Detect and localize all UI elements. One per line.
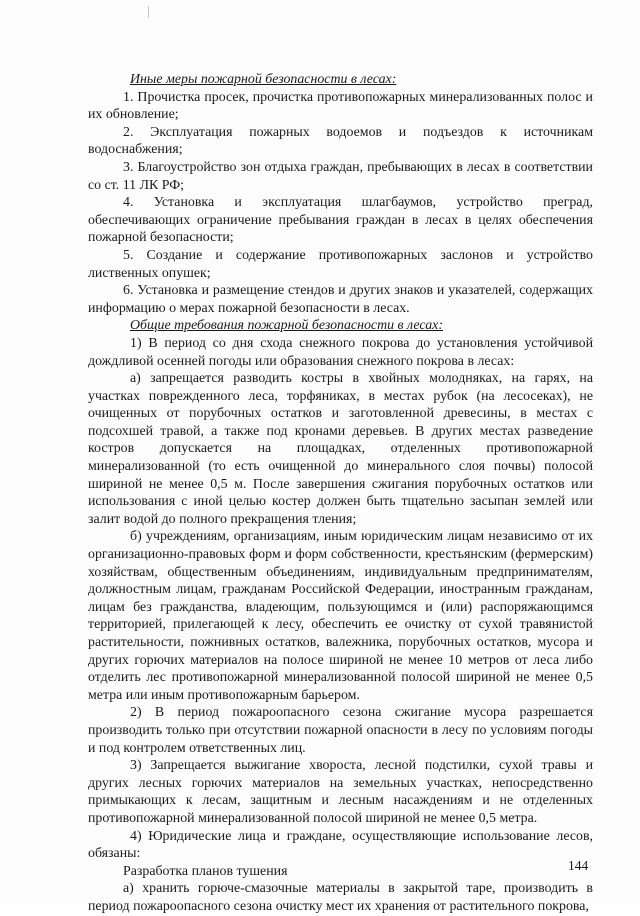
requirement-1-a: а) запрещается разводить костры в хвойных молодняках, на гарях, на участках поврежденного леса, торфяниках, в местах рубок (на лесосеках), не очищенных от порубочных остатков и заготовленной древесины, в местах с подсохшей травой, а также под кронами деревьев. В других местах разведение костров допускается на площадках, отделенных противопожарной минерализованной (то есть очищенной до минерального слоя почвы) полосой шириной не менее 0,5 м. После завершения сжигания порубочных остатков или использования с иной целью костер должен быть тщательно засыпан землей или залит водой до полного прекращения тления; — [88, 371, 593, 527]
plans-label: Разработка планов тушения — [123, 863, 288, 879]
scan-artifact — [148, 6, 149, 18]
page-number: 144 — [568, 858, 589, 873]
list-item-other-measure-5: 5. Создание и содержание противопожарных заслонов и устройство лиственных опушек; — [88, 247, 593, 281]
requirement-1-intro: 1) В период со дня схода снежного покрова до установления устойчивой дождливой осенней погоды или образования снежного покрова в лесах: — [88, 335, 593, 369]
list-item-other-measure-2: 2. Эксплуатация пожарных водоемов и подъездов к источникам водоснабжения; — [88, 124, 593, 158]
requirement-4-intro: 4) Юридические лица и граждане, осуществляющие использование лесов, обязаны: — [88, 828, 593, 862]
list-item-other-measure-3: 3. Благоустройство зон отдыха граждан, пребывающих в лесах в соответствии со ст. 11 ЛК РФ; — [88, 159, 593, 193]
document-body — [88, 71, 593, 916]
requirement-2: 2) В период пожароопасного сезона сжигание мусора разрешается производить только при отсутствии пожарной опасности в лесу по условиям погоды и под контролем ответственных лиц. — [88, 705, 593, 756]
requirement-3: 3) Запрещается выжигание хвороста, лесной подстилки, сухой травы и других лесных горючих материалов на земельных участках, непосредственно примыкающих к лесам, защитным и лесным насаждениям и не отделенных противопожарной минерализованной полосой шириной не менее 0,5 метра. — [88, 758, 593, 826]
list-item-other-measure-1: 1. Прочистка просек, прочистка противопожарных минерализованных полос и их обновление; — [88, 89, 593, 123]
heading-other-measures: Иные меры пожарной безопасности в лесах: — [130, 72, 397, 87]
heading-general-requirements: Общие требования пожарной безопасности в лесах: — [130, 318, 443, 334]
list-item-other-measure-6: 6. Установка и размещение стендов и других знаков и указателей, содержащих информацию о мерах пожарной безопасности в лесах. — [88, 283, 593, 316]
list-item-other-measure-4: 4. Установка и эксплуатация шлагбаумов, устройство преград, обеспечивающих ограничение пребывания граждан в лесах в целях обеспечения пожарной безопасности; — [88, 195, 593, 246]
requirement-1-b: б) учреждениям, организациям, иным юридическим лицам независимо от их организационно-правовых форм и форм собственности, крестьянским (фермерским) хозяйствам, общественным объединениям, индивидуальным предпринимателям, должностным лицам, гражданам Российской Федерации, иностранным гражданам, лицам без гражданства, владеющим, пользующимся и (или) распоряжающимся территорией, прилегающей к лесу, обеспечить ее очистку от сухой травянистой растительности, пожнивных остатков, валежника, порубочных остатков, мусора и других горючих материалов на полосе шириной не менее 10 метров от леса либо отделить лес противопожарной минерализованной полосой шириной не менее 0,5 метра или иным противопожарным барьером. — [88, 529, 593, 703]
requirement-4-a: а) хранить горюче-смазочные материалы в закрытой таре, производить в период пожароопасного сезона очистку мест их хранения от растительного покрова, — [88, 881, 593, 914]
